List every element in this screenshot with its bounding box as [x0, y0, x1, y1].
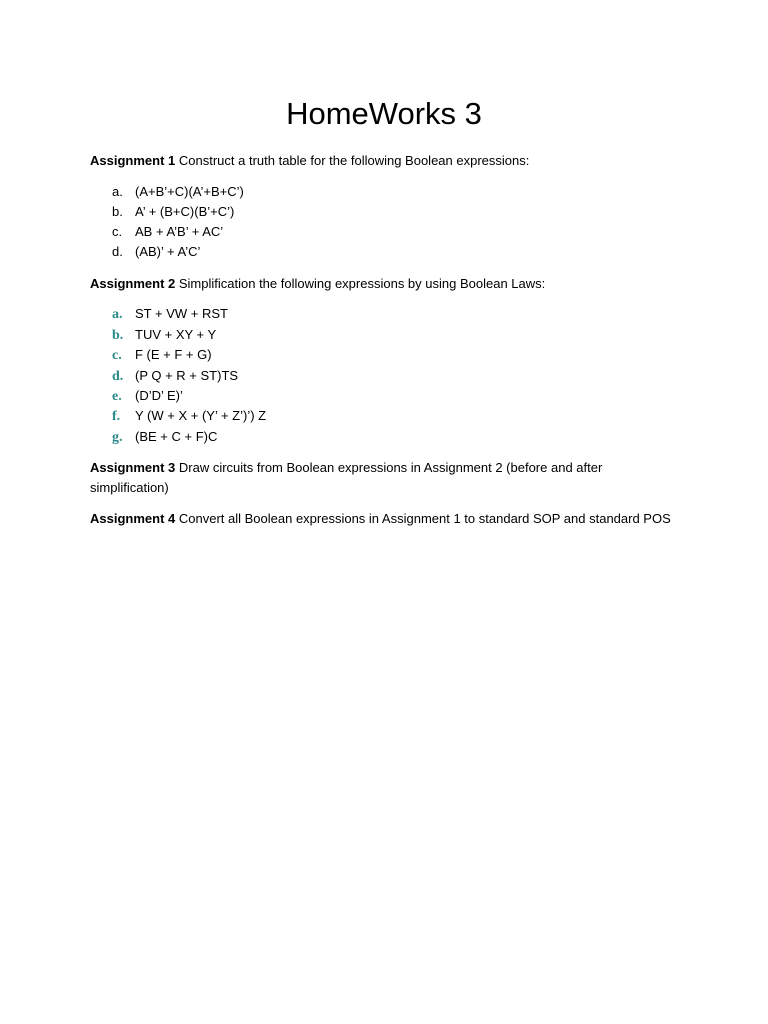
list-marker: b. — [112, 328, 124, 343]
list-marker: b. — [112, 204, 123, 219]
boolean-expression: (BE + C + F)C — [135, 429, 218, 444]
assignment-4-label: Assignment 4 — [90, 511, 176, 526]
boolean-expression: A’ + (B+C)(B’+C’) — [135, 204, 235, 219]
assignment-2-item-g — [112, 427, 217, 447]
assignment-2-item-d — [112, 366, 238, 386]
list-marker: g. — [112, 430, 123, 445]
list-marker: e. — [112, 389, 122, 404]
assignment-3-text: Draw circuits from Boolean expressions in Assignment 2 (before and after simplification) — [90, 460, 603, 495]
assignment-3-label: Assignment 3 — [90, 460, 176, 475]
assignment-1-text: Construct a truth table for the following Boolean expressions: — [178, 153, 530, 168]
assignment-2-item-c — [112, 345, 212, 365]
list-marker: f. — [112, 409, 121, 424]
assignment-1-paragraph — [90, 151, 680, 171]
assignment-1-label: Assignment 1 — [90, 153, 176, 168]
boolean-expression: (P Q + R + ST)TS — [135, 368, 239, 383]
assignment-4-paragraph — [90, 509, 680, 529]
boolean-expression: (A+B’+C)(A’+B+C’) — [135, 184, 244, 199]
boolean-expression: TUV + XY + Y — [135, 327, 217, 342]
document-title: HomeWorks 3 — [286, 96, 482, 131]
assignment-4-text: Convert all Boolean expressions in Assignment 1 to standard SOP and standard POS — [178, 511, 671, 526]
assignment-2-item-a — [112, 304, 228, 324]
list-marker: d. — [112, 244, 123, 259]
assignment-1-item-c — [112, 222, 223, 242]
assignment-2-paragraph — [90, 274, 680, 294]
list-marker: c. — [112, 224, 123, 239]
assignment-1-item-b — [112, 202, 234, 222]
assignment-2-item-b — [112, 325, 216, 345]
boolean-expression: F (E + F + G) — [135, 347, 212, 362]
boolean-expression: AB + A’B’ + AC’ — [135, 224, 224, 239]
assignment-2-item-f — [112, 406, 266, 426]
boolean-expression: (D’D’ E)’ — [135, 388, 183, 403]
assignment-2-label: Assignment 2 — [90, 276, 176, 291]
assignment-2-item-e — [112, 386, 183, 406]
boolean-expression: ST + VW + RST — [135, 306, 228, 321]
boolean-expression: (AB)’ + A’C’ — [135, 244, 201, 259]
assignment-1-item-d — [112, 242, 200, 262]
assignment-3-paragraph — [90, 458, 680, 498]
assignment-1-item-a — [112, 182, 244, 202]
boolean-expression: Y (W + X + (Y’ + Z’)’) Z — [135, 408, 267, 423]
list-marker: d. — [112, 369, 124, 384]
list-marker: a. — [112, 184, 123, 199]
assignment-2-text: Simplification the following expressions by using Boolean Laws: — [178, 276, 546, 291]
list-marker: c. — [112, 348, 122, 363]
list-marker: a. — [112, 307, 123, 322]
